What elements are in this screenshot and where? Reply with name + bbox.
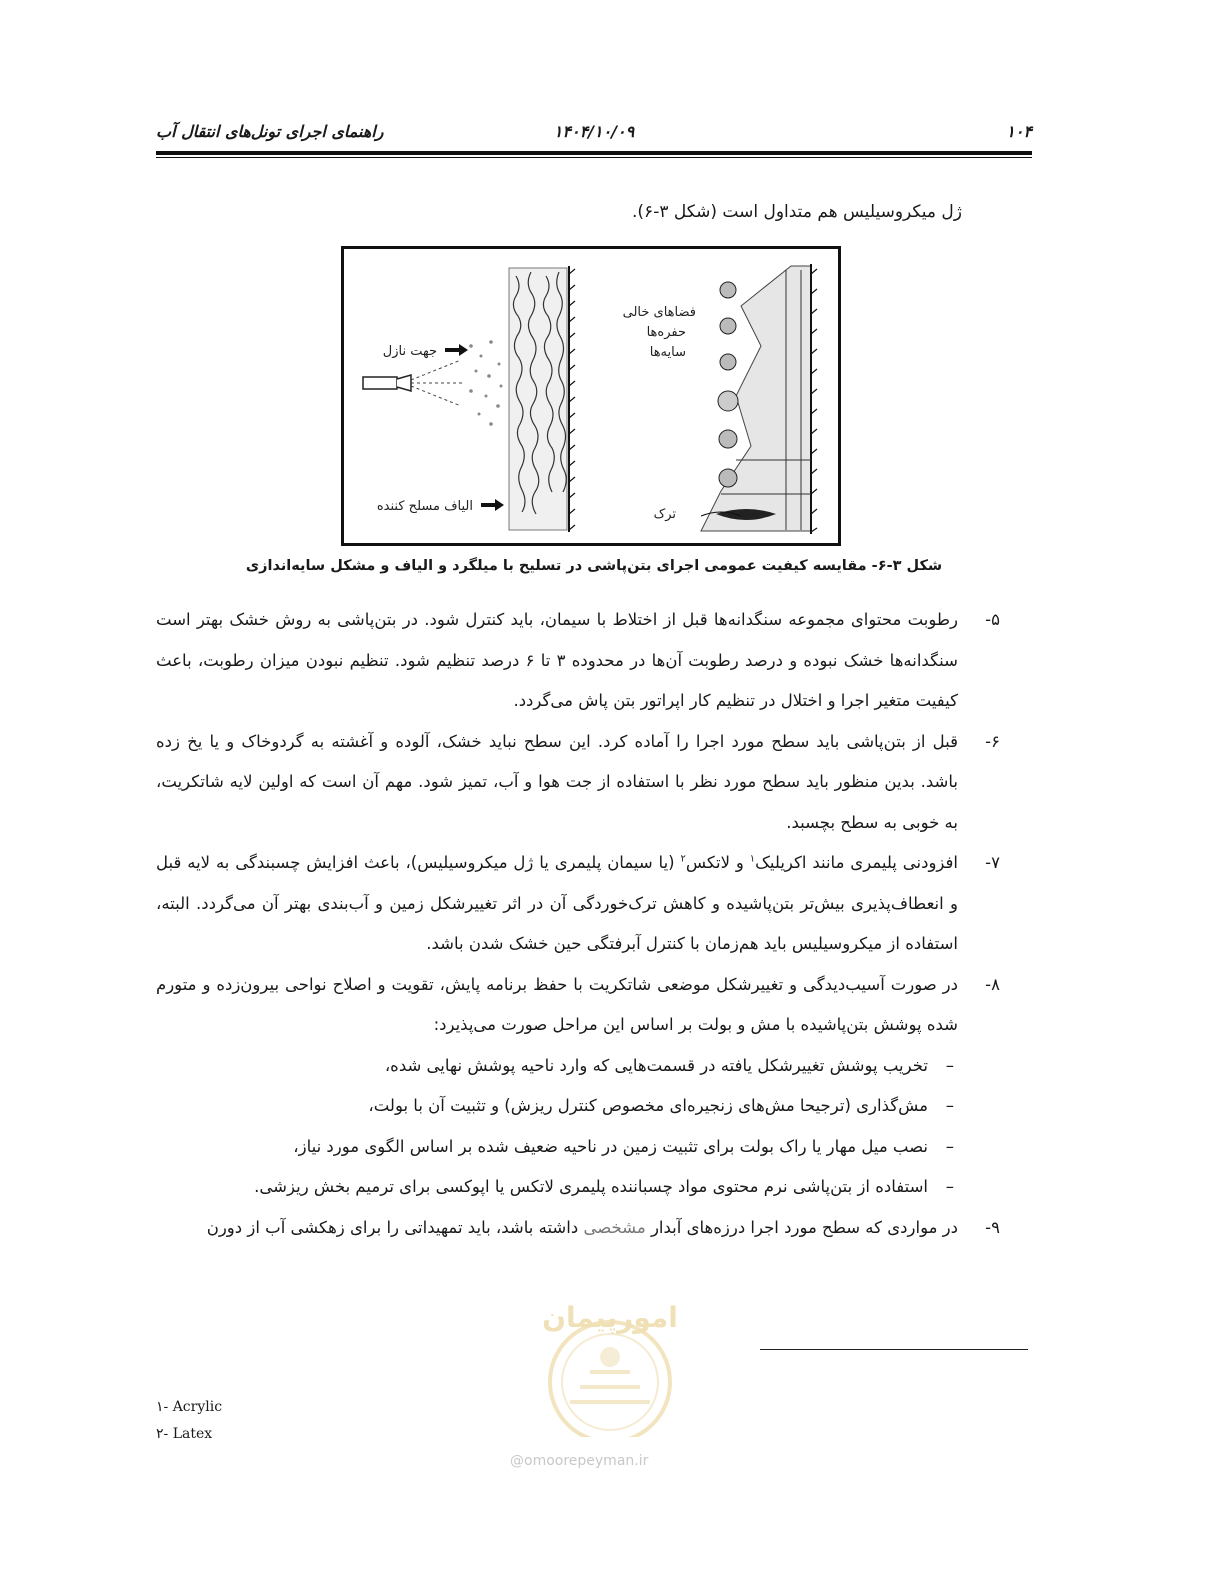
footnote-rule xyxy=(760,1349,1028,1350)
item-number: ۶- xyxy=(985,731,1000,751)
footnote: ۲- Latex xyxy=(156,1426,213,1442)
sub-list-item xyxy=(156,1127,1000,1168)
watermark-logo-text: امورپیمان xyxy=(542,1301,678,1334)
list-item xyxy=(156,965,1000,1046)
label-fibers: الیاف مسلح کننده xyxy=(376,499,473,514)
item-number: ۷- xyxy=(985,853,1000,872)
sub-list-item xyxy=(156,1046,1000,1087)
dash-bullet: – xyxy=(945,1096,954,1115)
item-text: قبل از بتن‌پاشی باید سطح مورد اجرا را آماده کرد. این سطح نباید خشک، آلوده و آغشته به گردوخاک و یا یخ زده باشد. بدین منظور باید سطح مورد نظر با استفاده از جت هوا و آب، تمیز شود. مهم آن است که اولین لایه شاتکریت، به خوبی به سطح بچسبد. xyxy=(156,731,958,832)
sub-item-text: مش‌گذاری (ترجیحا مش‌های زنجیره‌ای مخصوص کنترل ریزش) و تثبیت آن با بولت، xyxy=(368,1096,928,1115)
label-shadows: سایه‌ها xyxy=(649,345,686,360)
dash-bullet: – xyxy=(945,1177,954,1196)
watermark-site-url: omoorepeyman.ir xyxy=(524,1453,649,1469)
footnote: ۱- Acrylic xyxy=(156,1399,223,1415)
header-date: ۱۴۰۴/۱۰/۰۹ xyxy=(553,122,635,141)
item-number: ۹- xyxy=(985,1217,1000,1237)
footnotes xyxy=(156,1394,222,1448)
intro-line: ژل میکروسیلیس هم متداول است (شکل ۳-۶). xyxy=(632,202,962,222)
item-text: افزودنی پلیمری مانند اکریلیک xyxy=(755,853,958,872)
item-text: در صورت آسیب‌دیدگی و تغییرشکل موضعی شاتکریت با حفظ برنامه پایش، تقویت و اصلاح نواحی بیرون‌زده و متورم شده پوشش بتن‌پاشیده با مش و بولت بر اساس این مراحل صورت می‌پذیرد: xyxy=(156,974,958,1034)
watermark-site: @omoorepeyman.ir xyxy=(510,1453,649,1469)
list-item xyxy=(156,1208,1000,1249)
item-text: در مواردی که سطح مورد اجرا درزه‌های آبدار xyxy=(645,1217,958,1237)
list-item xyxy=(156,843,1000,965)
item-text: و لاتکس xyxy=(685,853,750,872)
footnote-ref: ۲ xyxy=(680,853,686,865)
watermark-logo xyxy=(500,1287,720,1437)
item-text: رطوبت محتوای مجموعه سنگدانه‌ها قبل از اختلاط با سیمان، باید کنترل شود. در بتن‌پاشی به روش خشک بهتر است سنگدانه‌ها خشک نبوده و درصد رطوبت آن‌ها در محدوده ۳ تا ۶ درصد تنظیم شود. تنظیم نبودن میزان رطوبت، باعث کیفیت متغیر اجرا و اختلال در تنظیم کار اپراتور بتن پاش می‌گردد. xyxy=(156,610,958,710)
page-header xyxy=(156,118,1032,148)
sub-item-text: تخریب پوشش تغییرشکل یافته در قسمت‌هایی که وارد ناحیه پوشش نهایی شده، xyxy=(384,1055,928,1075)
label-nozzle-direction: جهت نازل xyxy=(382,344,437,359)
list-item xyxy=(156,722,1000,844)
highlighted-word: مشخصی xyxy=(583,1217,646,1237)
item-number: ۸- xyxy=(985,974,1000,994)
label-voids: فضاهای خالی xyxy=(622,305,696,320)
shotcrete-figure xyxy=(341,246,841,546)
item-text: (یا سیمان پلیمری یا ژل میکروسیلیس)، باعث افزایش چسبندگی به لایه قبل و انعطاف‌پذیری بیش‌تر بتن‌پاشیده و کاهش ترک‌خوردگی آن در اثر تغییرشکل زمین و آب‌بندی بهتر آن می‌گردد. البته، استفاده از میکروسیلیس باید هم‌زمان با کنترل آبرفتگی حین خشک شدن باشد. xyxy=(156,853,958,953)
dash-bullet: – xyxy=(945,1055,954,1075)
header-rule-thin xyxy=(156,157,1032,158)
sub-list-item xyxy=(156,1086,1000,1127)
sub-item-text: نصب میل مهار یا راک بولت برای تثبیت زمین در ناحیه ضعیف شده بر اساس الگوی مورد نیاز، xyxy=(293,1136,928,1156)
dash-bullet: – xyxy=(945,1136,954,1156)
item-text: داشته باشد، باید تمهیداتی را برای زهکشی آب از دورن xyxy=(206,1217,584,1237)
item-number: ۵- xyxy=(985,610,1000,629)
page-number: ۱۰۴ xyxy=(1006,122,1032,141)
header-title: راهنمای اجرای تونل‌های انتقال آب xyxy=(156,122,384,141)
label-holes: حفره‌ها xyxy=(646,325,686,340)
footnote-ref: ۱ xyxy=(749,853,756,865)
list-item xyxy=(156,600,1000,722)
label-crack: ترک xyxy=(653,507,676,522)
figure-caption: شکل ۳-۶- مقایسه کیفیت عمومی اجرای بتن‌پاشی در تسلیح با میلگرد و الیاف و مشکل سایه‌اندازی xyxy=(245,558,943,574)
header-rule-thick xyxy=(156,151,1032,155)
sub-item-text: استفاده از بتن‌پاشی نرم محتوی مواد چسباننده پلیمری لاتکس یا اپوکسی برای ترمیم بخش ریزشی. xyxy=(254,1177,928,1196)
body-text xyxy=(156,600,1000,1248)
sub-list-item xyxy=(156,1167,1000,1208)
